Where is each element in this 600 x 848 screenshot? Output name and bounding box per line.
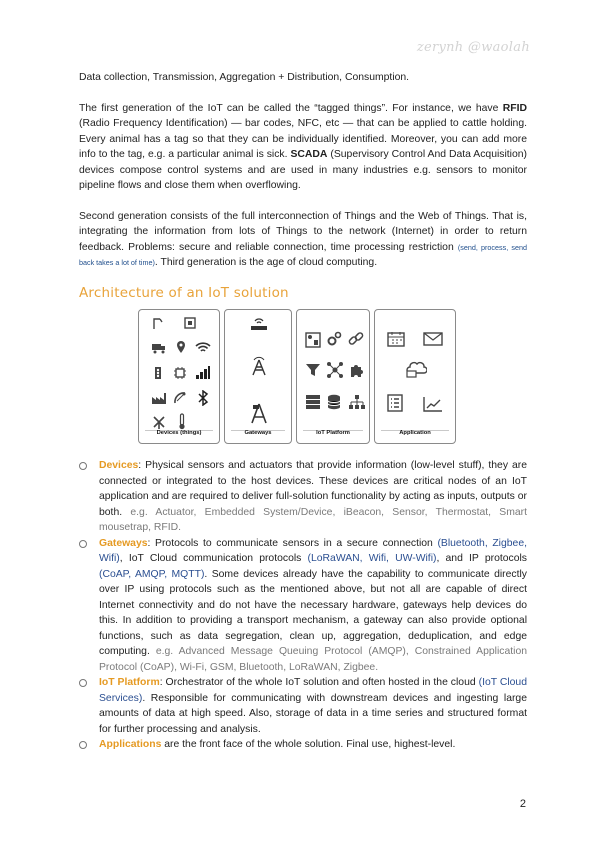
truck-icon	[151, 342, 167, 354]
filter-icon	[305, 363, 321, 377]
page-content	[79, 70, 527, 753]
intro-line: Data collection, Transmission, Aggregation + Distribution, Consumption.	[79, 72, 410, 83]
application-panel-label: Application	[399, 429, 431, 436]
paragraph-second-generation: Second generation consists of the full interconnection of Things and the Web of Things. That is, integrating the information from lots of Things to the network (Internet) in order to return feedback. Problems: secure and reliable connection, time processing restriction (send, process, send back takes a lot of time). Third generation is the age of cloud computing.	[79, 210, 527, 268]
hierarchy-icon	[348, 394, 366, 410]
gateways-panel	[224, 309, 292, 444]
puzzle-icon	[349, 362, 365, 378]
gateway-tower-icon	[249, 402, 269, 424]
link-icon	[348, 331, 364, 347]
network-hub-icon	[326, 361, 344, 379]
scada-term: SCADA	[290, 149, 328, 160]
factory-icon	[151, 392, 167, 405]
iot-platform-panel-label: IoT Platform	[316, 429, 350, 436]
devices-panel	[138, 309, 220, 444]
gateways-panel-label: Gateways	[244, 429, 272, 436]
bullet-icon	[79, 462, 87, 470]
list-item-devices: Devices: Physical sensors and actuators that provide information (low-level stuff), they are connected or integrated to the host devices. These devices are critical nodes of an IoT application and are required to deliver full-solution functionality by acting as inputs, outputs or both. e.g. Actuator, Embedded System/Device, iBeacon, Sensor, Thermostat, Smart mousetrap, RFID.	[79, 458, 527, 536]
rfid-term: RFID	[502, 102, 527, 114]
checklist-icon	[387, 394, 403, 412]
list-item-gateways: Gateways: Protocols to communicate sensors in a secure connection (Bluetooth, Zigbee, Wifi), IoT Cloud communication protocols (LoRaWAN, Wifi, UW-Wifi), and IP protocols (CoAP, AMQP, MQTT). Some devices already have the capability to communicate directly over IP using protocols such as the mentioned above, but not all are capable of direct Internet connectivity and do not have the necessary hardware, gateways help devices do this. In addition to providing a transport mechanism, a gateway can also provide optional functions, such as data segregation, clean up, aggregation, deduplication, and edge computing. e.g. Advanced Message Queuing Protocol (AMQP), Constrained Application Protocol (CoAP), Wi-Fi, GSM, Bluetooth, LoRaWAN, Zigbee.	[79, 536, 527, 676]
devices-panel-label: Devices (things)	[156, 429, 202, 436]
iot-architecture-diagram	[138, 309, 456, 444]
list-item-iot-platform: IoT Platform: Orchestrator of the whole IoT solution and often hosted in the cloud (IoT Cloud Services). Responsible for communicating with downstream devices and ingesting large amounts of data at high speed. Also, storage of data in a time series and structured format for further processing and analysis.	[79, 675, 527, 737]
page-number: 2	[519, 798, 526, 810]
section-title: Architecture of an IoT solution	[79, 284, 289, 301]
processor-icon	[173, 366, 187, 380]
signal-bars-icon	[195, 365, 211, 380]
dashboard-icon	[305, 332, 321, 348]
paragraph-first-generation: The first generation of the IoT can be called the “tagged things”. For instance, we have RFID (Radio Frequency Identification) — bar codes, NFC, etc — that can be applied to cattle holding. Every animal has a tag so that they can be individually identified. Moreover, you can add more info to the tag, e.g. a particular animal is sick. SCADA (Supervisory Control And Data Acquisition) devices compose control systems and are used in many industries e.g. sensors to monitor pipeline flows and close them when overflowing.	[79, 102, 527, 191]
lamp-icon	[151, 316, 165, 330]
watermark: zerynh @waolah	[416, 40, 530, 55]
bullet-icon	[79, 540, 87, 548]
line-chart-icon	[423, 396, 443, 412]
mail-icon	[423, 332, 443, 346]
cloud-monitor-icon	[405, 358, 427, 380]
list-item-applications: Applications are the front face of the whole solution. Final use, highest-level.	[79, 737, 527, 753]
antenna-tower-icon	[249, 356, 269, 376]
bullet-icon	[79, 679, 87, 687]
wifi-icon	[195, 342, 211, 354]
bullet-icon	[79, 741, 87, 749]
server-icon	[305, 394, 321, 410]
gears-icon	[326, 331, 342, 347]
iot-platform-panel	[296, 309, 370, 444]
database-icon	[327, 394, 341, 410]
calendar-icon	[387, 331, 405, 347]
location-pin-icon	[175, 340, 187, 354]
router-icon	[249, 316, 269, 332]
bluetooth-icon	[197, 390, 209, 406]
components-list	[79, 458, 527, 753]
traffic-light-icon	[151, 366, 165, 380]
application-panel	[374, 309, 456, 444]
satellite-dish-icon	[173, 391, 189, 405]
chip-icon	[183, 316, 197, 330]
small-note: (send, process, send back takes a lot of time)	[79, 242, 527, 267]
